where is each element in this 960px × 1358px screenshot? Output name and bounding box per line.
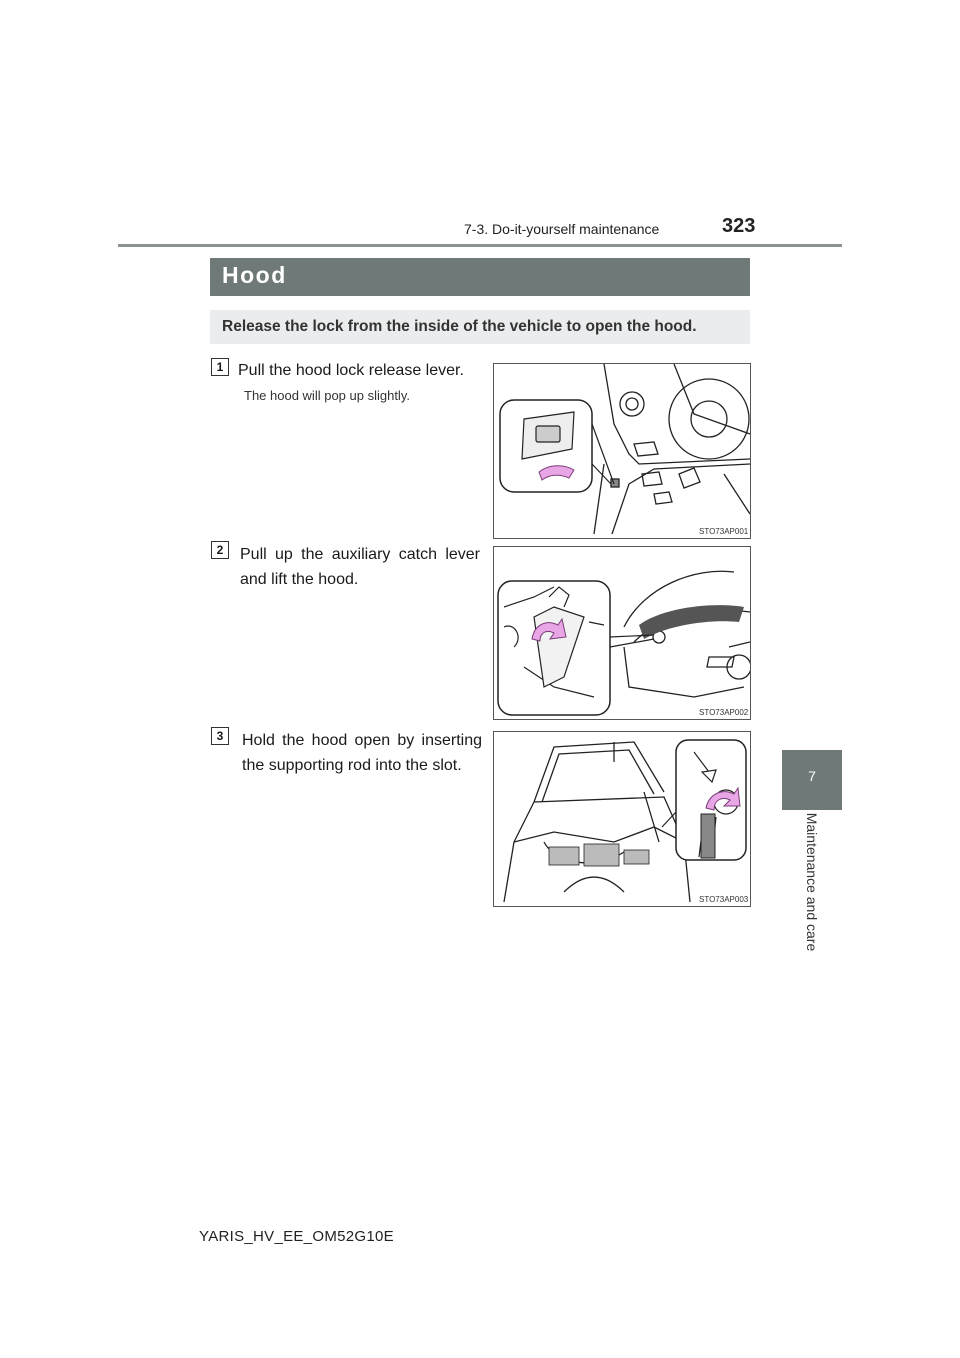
figure-code-2: STO73AP002 (699, 708, 749, 717)
step-note-1: The hood will pop up slightly. (244, 388, 410, 403)
step-text-1: Pull the hood lock release lever. (238, 362, 464, 379)
step-text-3: Hold the hood open by inserting the supporting rod into the slot. (242, 732, 482, 774)
figure-supporting-rod (493, 731, 751, 907)
chapter-number: 7 (808, 768, 816, 784)
chapter-label: Maintenance and care (804, 812, 820, 952)
section-title: Hood (222, 262, 287, 288)
figure-hood-lock-lever (493, 363, 751, 539)
header-divider (118, 244, 842, 247)
figure-code-3: STO73AP003 (699, 895, 749, 904)
document-code: YARIS_HV_EE_OM52G10E (199, 1228, 394, 1245)
step-number-2: 2 (211, 541, 229, 559)
figure-code-1: STO73AP001 (699, 527, 749, 536)
step-number-3: 3 (211, 727, 229, 745)
figure-auxiliary-catch-lever (493, 546, 751, 720)
step-number-1: 1 (211, 358, 229, 376)
lead-text: Release the lock from the inside of the vehicle to open the hood. (222, 318, 697, 335)
page-number: 323 (722, 215, 756, 237)
section-title-bar (210, 258, 750, 296)
section-breadcrumb: 7-3. Do-it-yourself maintenance (464, 221, 660, 237)
step-text-2: Pull up the auxiliary catch lever and lift the hood. (240, 546, 480, 588)
